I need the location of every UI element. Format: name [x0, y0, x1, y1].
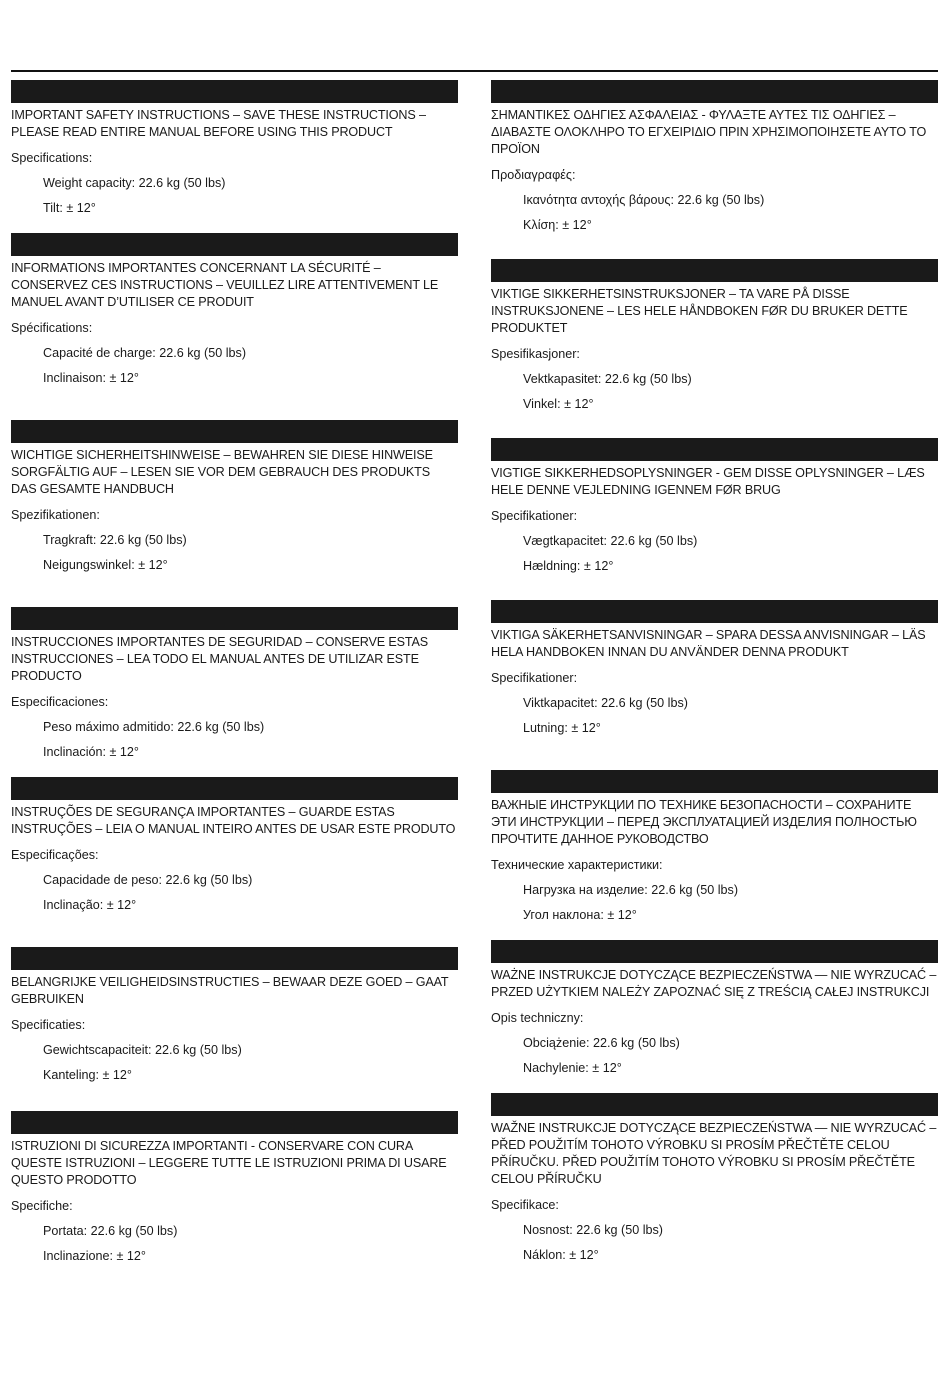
tilt-spec: Κλίση: ± 12°	[523, 218, 592, 232]
weight-capacity: Nosnost: 22.6 kg (50 lbs)	[523, 1223, 664, 1237]
section-es	[11, 607, 458, 761]
tilt-spec: Kanteling: ± 12°	[43, 1068, 132, 1082]
tilt-spec: Inclinazione: ± 12°	[43, 1249, 146, 1263]
section-it	[11, 1111, 458, 1265]
safety-heading: INFORMATIONS IMPORTANTES CONCERNANT LA SÉCURITÉ – CONSERVEZ CES INSTRUCTIONS – VEUILLEZ LIRE ATTENTIVEMENT LE MANUEL AVANT D’UTILISER CE PRODUIT	[11, 261, 439, 309]
section-header-bar	[491, 438, 938, 461]
section-de	[11, 420, 458, 574]
weight-capacity: Viktkapacitet: 22.6 kg (50 lbs)	[523, 696, 688, 710]
tilt-spec: Угол наклона: ± 12°	[523, 908, 637, 922]
section-header-bar	[491, 940, 938, 963]
safety-heading: WAŻNE INSTRUKCJE DOTYCZĄCE BEZPIECZEŃSTWA — NIE WYRZUCAĆ – PRZED UŻYTKIEM NALEŻY ZAPOZNAĆ SIĘ Z TREŚCIĄ CAŁEJ INSTRUKCJI	[491, 968, 937, 999]
tilt-spec: Náklon: ± 12°	[523, 1248, 599, 1262]
safety-heading: INSTRUÇÕES DE SEGURANÇA IMPORTANTES – GUARDE ESTAS INSTRUÇÕES – LEIA O MANUAL INTEIRO ANTES DE USAR ESTE PRODUTO	[11, 805, 456, 836]
weight-capacity: Capacidade de peso: 22.6 kg (50 lbs)	[43, 873, 253, 887]
section-pl	[491, 940, 938, 1077]
section-sv	[491, 600, 938, 737]
spec-label: Specifiche:	[11, 1199, 73, 1213]
tilt-spec: Tilt: ± 12°	[43, 201, 96, 215]
section-pt	[11, 777, 458, 914]
tilt-spec: Nachylenie: ± 12°	[523, 1061, 622, 1075]
section-header-bar	[491, 600, 938, 623]
section-header-bar	[11, 80, 458, 103]
safety-heading: ΣΗΜΑΝΤΙΚΕΣ ΟΔΗΓΙΕΣ ΑΣΦΑΛΕΙΑΣ - ΦΥΛΑΞΤΕ ΑΥΤΕΣ ΤΙΣ ΟΔΗΓΙΕΣ – ΔΙΑΒΑΣΤΕ ΟΛΟΚΛΗΡΟ ΤΟ ΕΓΧΕΙΡΙΔΙΟ ΠΡΙΝ ΧΡΗΣΙΜΟΠΟΙΗΣΕΤΕ ΑΥΤΟ ΤΟ ΠΡΟΪΟΝ	[491, 108, 927, 156]
section-header-bar	[491, 770, 938, 793]
tilt-spec: Inclinaison: ± 12°	[43, 371, 139, 385]
section-header-bar	[11, 947, 458, 970]
tilt-spec: Lutning: ± 12°	[523, 721, 601, 735]
tilt-spec: Vinkel: ± 12°	[523, 397, 594, 411]
safety-heading: IMPORTANT SAFETY INSTRUCTIONS – SAVE THESE INSTRUCTIONS – PLEASE READ ENTIRE MANUAL BEFORE USING THIS PRODUCT	[11, 108, 426, 139]
weight-capacity: Portata: 22.6 kg (50 lbs)	[43, 1224, 178, 1238]
section-el	[491, 80, 938, 234]
spec-label: Specificaties:	[11, 1018, 86, 1032]
weight-capacity: Peso máximo admitido: 22.6 kg (50 lbs)	[43, 720, 265, 734]
spec-label: Specifikace:	[491, 1198, 559, 1212]
safety-heading: WAŽNE INSTRUKCJE DOTYCZĄCE BEZPIECZEŃSTWA — NIE WYRZUCAĆ – PŘED POUŽITÍM TOHOTO VÝROBKU SI PROSÍM PŘEČTĚTE CELOU PŘÍRUČKU. PŘED POUŽITÍM TOHOTO VÝROBKU SI PROSÍM PŘEČTĚTE CELOU PŘÍRUČKU	[491, 1121, 937, 1186]
safety-heading: VIGTIGE SIKKERHEDSOPLYSNINGER - GEM DISSE OPLYSNINGER – LÆS HELE DENNE VEJLEDNING IGENNEM FØR BRUG	[491, 466, 925, 497]
safety-heading: ISTRUZIONI DI SICUREZZA IMPORTANTI - CONSERVARE CON CURA QUESTE ISTRUZIONI – LEGGERE TUTTE LE ISTRUZIONI PRIMA DI USARE QUESTO PRODOTTO	[11, 1139, 447, 1187]
spec-label: Opis techniczny:	[491, 1011, 584, 1025]
section-ru	[491, 770, 938, 924]
section-fr	[11, 233, 458, 387]
safety-heading: BELANGRIJKE VEILIGHEIDSINSTRUCTIES – BEWAAR DEZE GOED – GAAT GEBRUIKEN	[11, 975, 449, 1006]
section-header-bar	[11, 607, 458, 630]
tilt-spec: Inclinação: ± 12°	[43, 898, 137, 912]
spec-label: Especificações:	[11, 848, 99, 862]
weight-capacity: Gewichtscapaciteit: 22.6 kg (50 lbs)	[43, 1043, 242, 1057]
weight-capacity: Vektkapasitet: 22.6 kg (50 lbs)	[523, 372, 692, 386]
safety-heading: INSTRUCCIONES IMPORTANTES DE SEGURIDAD – CONSERVE ESTAS INSTRUCCIONES – LEA TODO EL MANUAL ANTES DE UTILIZAR ESTE PRODUCTO	[11, 635, 428, 683]
safety-heading: WICHTIGE SICHERHEITSHINWEISE – BEWAHREN SIE DIESE HINWEISE SORGFÄLTIG AUF – LESEN SIE VOR DEM GEBRAUCH DES PRODUKTS DAS GESAMTE HANDBUCH	[11, 448, 433, 496]
spec-label: Specifikationer:	[491, 509, 578, 523]
spec-label: Spécifications:	[11, 321, 93, 335]
section-header-bar	[491, 80, 938, 103]
weight-capacity: Obciążenie: 22.6 kg (50 lbs)	[523, 1036, 680, 1050]
tilt-spec: Neigungswinkel: ± 12°	[43, 558, 168, 572]
section-header-bar	[11, 233, 458, 256]
top-rule	[11, 70, 938, 72]
section-header-bar	[491, 1093, 938, 1116]
spec-label: Технические характеристики:	[491, 858, 663, 872]
section-en	[11, 80, 458, 217]
section-da	[491, 438, 938, 575]
section-header-bar	[491, 259, 938, 282]
weight-capacity: Нагрузка на изделие: 22.6 kg (50 lbs)	[523, 883, 739, 897]
spec-label: Προδιαγραφές:	[491, 168, 576, 182]
safety-heading: ВАЖНЫЕ ИНСТРУКЦИИ ПО ТЕХНИКЕ БЕЗОПАСНОСТИ – СОХРАНИТЕ ЭТИ ИНСТРУКЦИИ – ПЕРЕД ЭКСПЛУАТАЦИЕЙ ИЗДЕЛИЯ ПОЛНОСТЬЮ ПРОЧТИТЕ ДАННОЕ РУКОВОДСТВО	[491, 798, 917, 846]
weight-capacity: Vægtkapacitet: 22.6 kg (50 lbs)	[523, 534, 698, 548]
tilt-spec: Inclinación: ± 12°	[43, 745, 139, 759]
section-no	[491, 259, 938, 413]
spec-label: Specifications:	[11, 151, 93, 165]
safety-heading: VIKTIGE SIKKERHETSINSTRUKSJONER – TA VARE PÅ DISSE INSTRUKSJONENE – LES HELE HÅNDBOKEN FØR DU BRUKER DETTE PRODUKTET	[491, 287, 908, 335]
weight-capacity: Tragkraft: 22.6 kg (50 lbs)	[43, 533, 187, 547]
weight-capacity: Weight capacity: 22.6 kg (50 lbs)	[43, 176, 226, 190]
weight-capacity: Ικανότητα αντοχής βάρους: 22.6 kg (50 lbs)	[523, 193, 765, 207]
section-nl	[11, 947, 458, 1084]
tilt-spec: Hældning: ± 12°	[523, 559, 614, 573]
section-header-bar	[11, 420, 458, 443]
safety-heading: VIKTIGA SÄKERHETSANVISNINGAR – SPARA DESSA ANVISNINGAR – LÄS HELA HANDBOKEN INNAN DU ANVÄNDER DENNA PRODUKT	[491, 628, 926, 659]
weight-capacity: Capacité de charge: 22.6 kg (50 lbs)	[43, 346, 247, 360]
spec-label: Especificaciones:	[11, 695, 109, 709]
section-header-bar	[11, 1111, 458, 1134]
section-cs	[491, 1093, 938, 1264]
section-header-bar	[11, 777, 458, 800]
spec-label: Spesifikasjoner:	[491, 347, 580, 361]
spec-label: Specifikationer:	[491, 671, 578, 685]
spec-label: Spezifikationen:	[11, 508, 100, 522]
